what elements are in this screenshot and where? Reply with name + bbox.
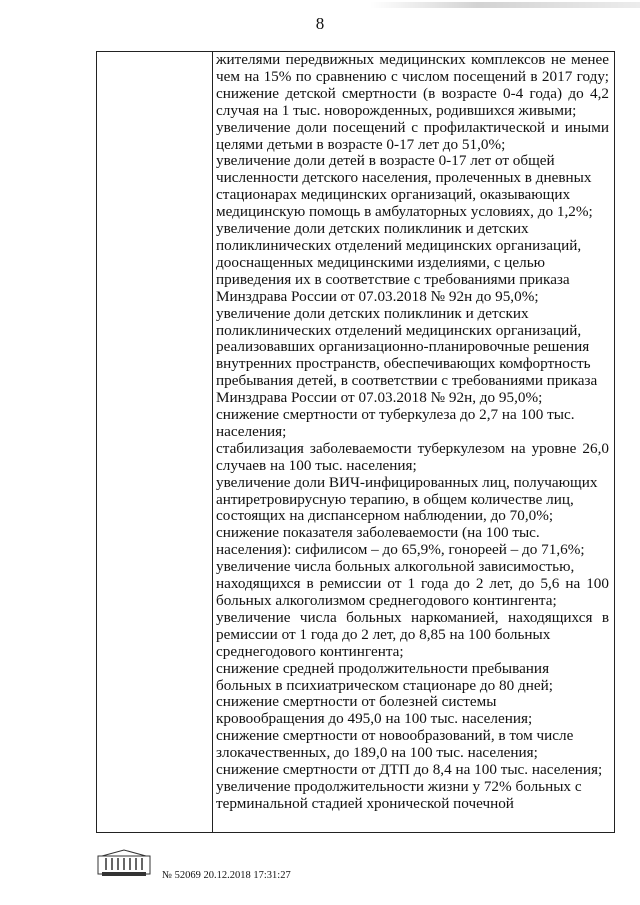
text-line: целями детьми в возрасте 0-17 лет до 51,0%; (216, 135, 506, 153)
text-line: терминальной стадией хронической почечной (216, 794, 514, 812)
text-line: увеличение доли детских поликлиник и детских (216, 220, 529, 238)
text-line: Минздрава России от 07.03.2018 № 92н, до 95,0%; (216, 389, 543, 407)
text-line: стабилизация заболеваемости туберкулезом на уровне 26,0 (216, 439, 609, 457)
text-line: населения): сифилисом – до 65,9%, гонореей – до 71,6%; (216, 541, 585, 559)
text-line: населения; (216, 422, 287, 440)
text-line: больных алкоголизмом среднегодового контингента; (216, 592, 557, 609)
text-line: антиретровирусную терапию, в общем количестве лиц, (216, 490, 574, 508)
scan-artifact (370, 2, 640, 8)
content-table (96, 51, 615, 833)
text-line: реализовавших организационно-планировочные решения (216, 338, 590, 356)
text-line: случаев на 100 тыс. населения; (216, 456, 417, 474)
text-line: внутренних пространств, обеспечивающих комфортность (216, 355, 591, 373)
text-line: поликлинических отделений медицинских организаций, (216, 321, 582, 339)
government-seal-icon (96, 848, 152, 878)
table-right-column (213, 52, 613, 832)
text-line: больных в психиатрическом стационаре до 80 дней; (216, 676, 553, 694)
text-line: увеличение числа больных алкогольной зависимостью, (216, 558, 575, 576)
page-number: 8 (315, 14, 325, 33)
text-line: жителями передвижных медицинских комплексов не менее (216, 51, 609, 68)
text-line: чем на 15% по сравнению с числом посещений в 2017 году; (216, 67, 609, 85)
document-footer (96, 848, 356, 884)
text-line: увеличение доли детских поликлиник и детских (216, 304, 529, 322)
text-line: снижение детской смертности (в возрасте 0-4 года) до 4,2 (216, 84, 609, 102)
text-line: увеличение доли детей в возрасте 0-17 лет от общей (216, 152, 555, 170)
text-line: снижение смертности от туберкулеза до 2,7 на 100 тыс. (216, 406, 575, 424)
text-line: среднегодового контингента; (216, 642, 404, 660)
text-line: численности детского населения, пролеченных в дневных (216, 169, 592, 187)
text-line: случая на 1 тыс. новорожденных, родившихся живыми; (216, 101, 577, 119)
text-line: снижение показателя заболеваемости (на 100 тыс. (216, 524, 540, 542)
text-line: пребывания детей, в соответствии с требованиями приказа (216, 372, 598, 390)
text-line: ремиссии от 1 года до 2 лет, до 8,85 на 100 больных (216, 625, 551, 643)
document-registration-stamp: № 52069 20.12.2018 17:31:27 (162, 870, 291, 881)
text-line: снижение смертности от ДТП до 8,4 на 100 тыс. населения; (216, 761, 603, 779)
text-line: поликлинических отделений медицинских организаций, (216, 236, 582, 254)
text-line: увеличение доли посещений с профилактической и иными (216, 118, 609, 136)
text-line: Минздрава России от 07.03.2018 № 92н до 95,0%; (216, 287, 539, 305)
text-line: увеличение числа больных наркоманией, находящихся в (216, 608, 609, 626)
text-line: находящихся в ремиссии от 1 года до 2 лет, до 5,6 на 100 (216, 575, 609, 593)
text-line: кровообращения до 495,0 на 100 тыс. населения; (216, 710, 533, 728)
text-line: приведения их в соответствие с требованиями приказа (216, 270, 570, 288)
text-line: увеличение доли ВИЧ-инфицированных лиц, получающих (216, 473, 598, 491)
text-line: снижение средней продолжительности пребывания (216, 659, 550, 677)
text-line: стационарах медицинских организаций, оказывающих (216, 186, 571, 204)
text-line: снижение смертности от болезней системы (216, 693, 497, 711)
text-line: снижение смертности от новообразований, в том числе (216, 727, 574, 745)
text-line: дооснащенных медицинскими изделиями, с целью (216, 253, 545, 271)
text-line: увеличение продолжительности жизни у 72% больных с (216, 777, 582, 795)
text-line: медицинскую помощь в амбулаторных условиях, до 1,2%; (216, 203, 593, 221)
text-line: злокачественных, до 189,0 на 100 тыс. населения; (216, 744, 538, 762)
text-line: состоящих на диспансерном наблюдении, до 70,0%; (216, 507, 554, 525)
table-left-column (97, 52, 212, 832)
